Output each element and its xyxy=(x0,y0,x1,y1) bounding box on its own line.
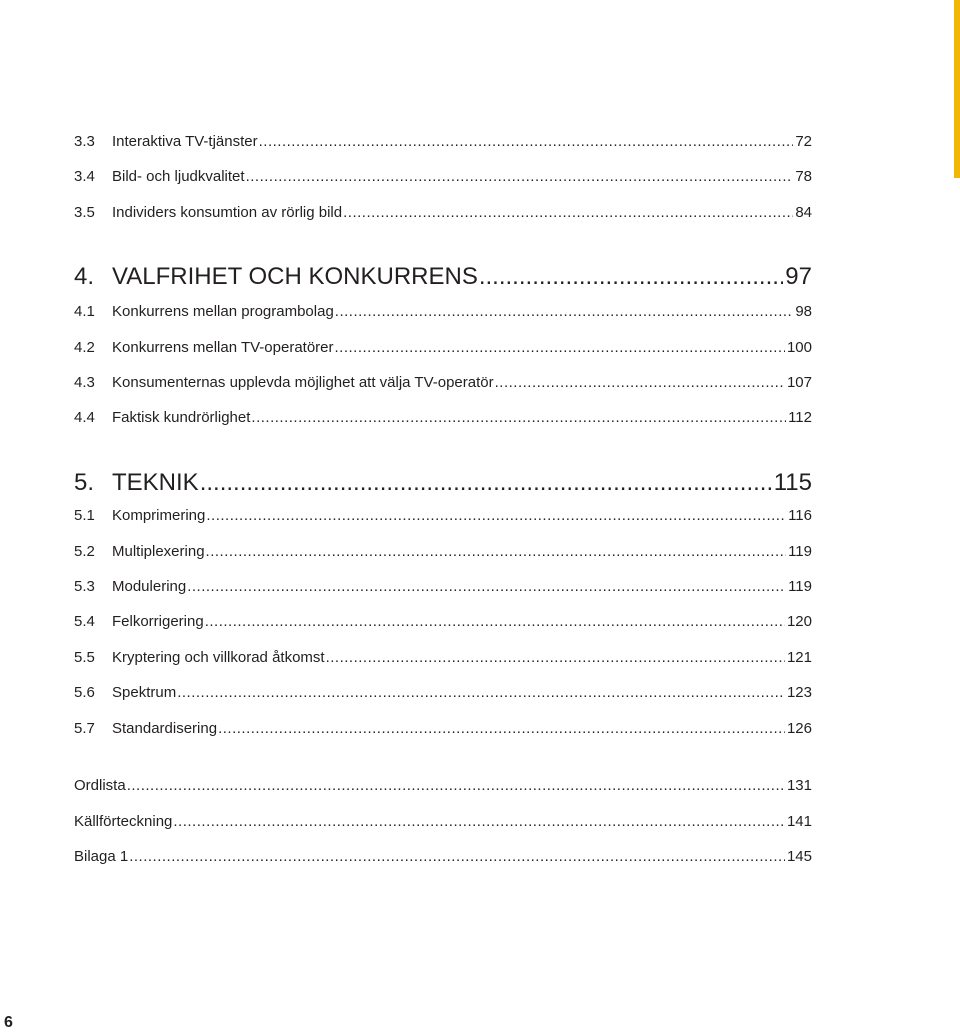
toc-entry-page: 119 xyxy=(788,543,812,560)
dot-leader xyxy=(173,812,785,832)
dot-leader xyxy=(200,468,772,498)
toc-chapter-page: 115 xyxy=(773,469,812,496)
toc-entry-number: 5.3 xyxy=(74,578,95,595)
toc-entry-page: 72 xyxy=(795,133,812,150)
dot-leader xyxy=(259,132,794,152)
dot-leader xyxy=(206,542,787,562)
toc-entry-page: 78 xyxy=(795,168,812,185)
toc-entry-ordlista[interactable] xyxy=(74,776,812,796)
toc-entry-5-6[interactable] xyxy=(74,683,812,703)
toc-entry-page: 98 xyxy=(795,303,812,320)
toc-entry-page: 145 xyxy=(786,848,812,865)
dot-leader xyxy=(127,776,785,796)
toc-entry-number: 5.5 xyxy=(74,649,95,666)
page-number: 6 xyxy=(4,1014,13,1031)
toc-chapter-5[interactable] xyxy=(74,468,812,498)
toc-entry-number: 3.4 xyxy=(74,168,95,185)
dot-leader xyxy=(187,577,786,597)
toc-entry-title: Källförteckning xyxy=(74,813,173,830)
toc-entry-page: 131 xyxy=(786,777,812,794)
toc-entry-number: 3.5 xyxy=(74,204,95,221)
dot-leader xyxy=(129,847,785,867)
toc-entry-3-3[interactable] xyxy=(74,132,812,152)
toc-entry-title: Bilaga 1 xyxy=(74,848,129,865)
toc-entry-3-4[interactable] xyxy=(74,167,812,187)
toc-entry-title: Bild- och ljudkvalitet xyxy=(112,168,245,185)
toc-entry-page: 112 xyxy=(788,409,812,426)
dot-leader xyxy=(177,683,785,703)
toc-chapter-number: 5. xyxy=(74,469,95,496)
toc-entry-title: Konkurrens mellan TV-operatörer xyxy=(112,339,334,356)
toc-entry-title: Multiplexering xyxy=(112,543,205,560)
toc-entry-number: 4.1 xyxy=(74,303,95,320)
toc-entry-page: 126 xyxy=(786,720,812,737)
dot-leader xyxy=(343,203,793,223)
toc-entry-number: 4.2 xyxy=(74,339,95,356)
toc-chapter-title: VALFRIHET OCH KONKURRENS xyxy=(112,263,478,290)
toc-entry-number: 5.7 xyxy=(74,720,95,737)
toc-entry-number: 5.2 xyxy=(74,543,95,560)
toc-entry-page: 121 xyxy=(786,649,812,666)
toc-chapter-4[interactable] xyxy=(74,262,812,292)
toc-entry-title: Ordlista xyxy=(74,777,126,794)
toc-entry-5-3[interactable] xyxy=(74,577,812,597)
toc-entry-title: Felkorrigering xyxy=(112,613,204,630)
dot-leader xyxy=(479,262,783,292)
toc-entry-3-5[interactable] xyxy=(74,203,812,223)
dot-leader xyxy=(495,373,785,393)
toc-entry-5-1[interactable] xyxy=(74,506,812,526)
dot-leader xyxy=(251,408,786,428)
toc-entry-number: 4.4 xyxy=(74,409,95,426)
toc-entry-page: 119 xyxy=(788,578,812,595)
toc-entry-title: Standardisering xyxy=(112,720,218,737)
toc-entry-page: 123 xyxy=(786,684,812,701)
toc-entry-5-2[interactable] xyxy=(74,542,812,562)
toc-chapter-page: 97 xyxy=(785,263,812,290)
toc-entry-number: 4.3 xyxy=(74,374,95,391)
toc-entry-title: Faktisk kundrörlighet xyxy=(112,409,251,426)
toc-entry-title: Modulering xyxy=(112,578,187,595)
table-of-contents xyxy=(74,0,812,1036)
toc-entry-page: 84 xyxy=(795,204,812,221)
dot-leader xyxy=(326,648,785,668)
toc-entry-5-4[interactable] xyxy=(74,612,812,632)
toc-entry-4-1[interactable] xyxy=(74,302,812,322)
dot-leader xyxy=(335,338,785,358)
toc-entry-5-7[interactable] xyxy=(74,719,812,739)
toc-entry-title: Interaktiva TV-tjänster xyxy=(112,133,258,150)
toc-entry-number: 3.3 xyxy=(74,133,95,150)
toc-entry-title: Individers konsumtion av rörlig bild xyxy=(112,204,343,221)
toc-entry-4-4[interactable] xyxy=(74,408,812,428)
dot-leader xyxy=(335,302,794,322)
toc-entry-page: 107 xyxy=(786,374,812,391)
toc-entry-number: 5.4 xyxy=(74,613,95,630)
toc-chapter-title: TEKNIK xyxy=(112,469,199,496)
toc-entry-kallforteckning[interactable] xyxy=(74,812,812,832)
toc-entry-page: 116 xyxy=(788,507,812,524)
toc-entry-number: 5.1 xyxy=(74,507,95,524)
toc-entry-4-2[interactable] xyxy=(74,338,812,358)
toc-entry-title: Konsumenternas upplevda möjlighet att välja TV-operatör xyxy=(112,374,494,391)
toc-entry-title: Konkurrens mellan programbolag xyxy=(112,303,334,320)
toc-entry-title: Komprimering xyxy=(112,507,206,524)
dot-leader xyxy=(206,506,786,526)
toc-entry-page: 141 xyxy=(786,813,812,830)
toc-entry-title: Kryptering och villkorad åtkomst xyxy=(112,649,325,666)
toc-entry-4-3[interactable] xyxy=(74,373,812,393)
toc-entry-bilaga-1[interactable] xyxy=(74,847,812,867)
toc-chapter-number: 4. xyxy=(74,263,95,290)
toc-entry-page: 100 xyxy=(786,339,812,356)
toc-entry-number: 5.6 xyxy=(74,684,95,701)
dot-leader xyxy=(246,167,794,187)
toc-entry-page: 120 xyxy=(786,613,812,630)
accent-edge-bar xyxy=(954,0,960,178)
dot-leader xyxy=(205,612,785,632)
toc-entry-title: Spektrum xyxy=(112,684,177,701)
toc-entry-5-5[interactable] xyxy=(74,648,812,668)
dot-leader xyxy=(218,719,785,739)
